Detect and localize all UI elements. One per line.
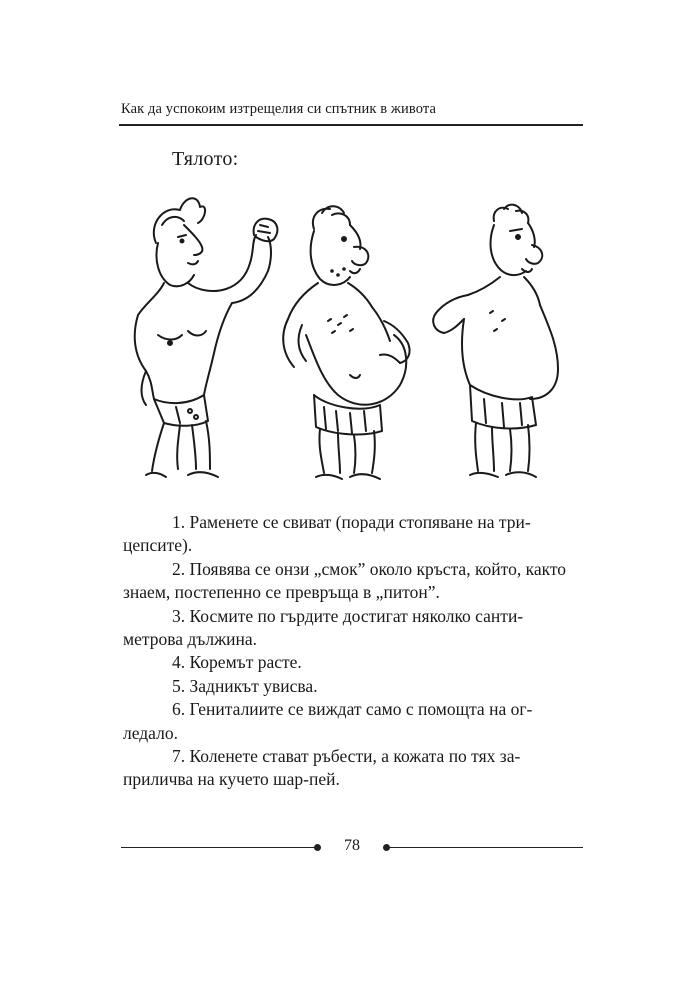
list-item: 7. Коленете стават ръбести, а кожата по тях за-приличва на кучето шар-пей.	[123, 746, 521, 790]
big-belly-man-figure	[283, 206, 409, 479]
running-header: Как да успокоим изтрещелия си спътник в живота	[121, 101, 437, 117]
list-item: 4. Коремът расте.	[172, 652, 302, 673]
old-man-figure	[433, 205, 558, 477]
cartoon-drawing	[118, 185, 588, 485]
header-rule	[119, 124, 583, 126]
three-men-cartoon-illustration	[118, 185, 588, 485]
muscular-man-figure	[135, 198, 278, 477]
page-footer	[121, 836, 583, 860]
list-item: 1. Раменете се свиват (поради стопяване на три-цепсите).	[123, 512, 531, 556]
list-item: 6. Гениталиите се виждат само с помощта на ог-ледало.	[123, 699, 533, 743]
page-number: 78	[344, 837, 360, 854]
list-item: 5. Задникът увисва.	[172, 675, 318, 696]
body-text	[123, 511, 583, 792]
footer-rule-right	[387, 847, 583, 848]
list-item: 3. Космите по гърдите достигат няколко санти-метрова дължина.	[123, 605, 524, 650]
list-item: 2. Появява се онзи „смок” около кръста, който, както знаем, постепенно се превръща в „питон”.	[123, 558, 567, 603]
section-title: Тялото:	[172, 148, 239, 170]
